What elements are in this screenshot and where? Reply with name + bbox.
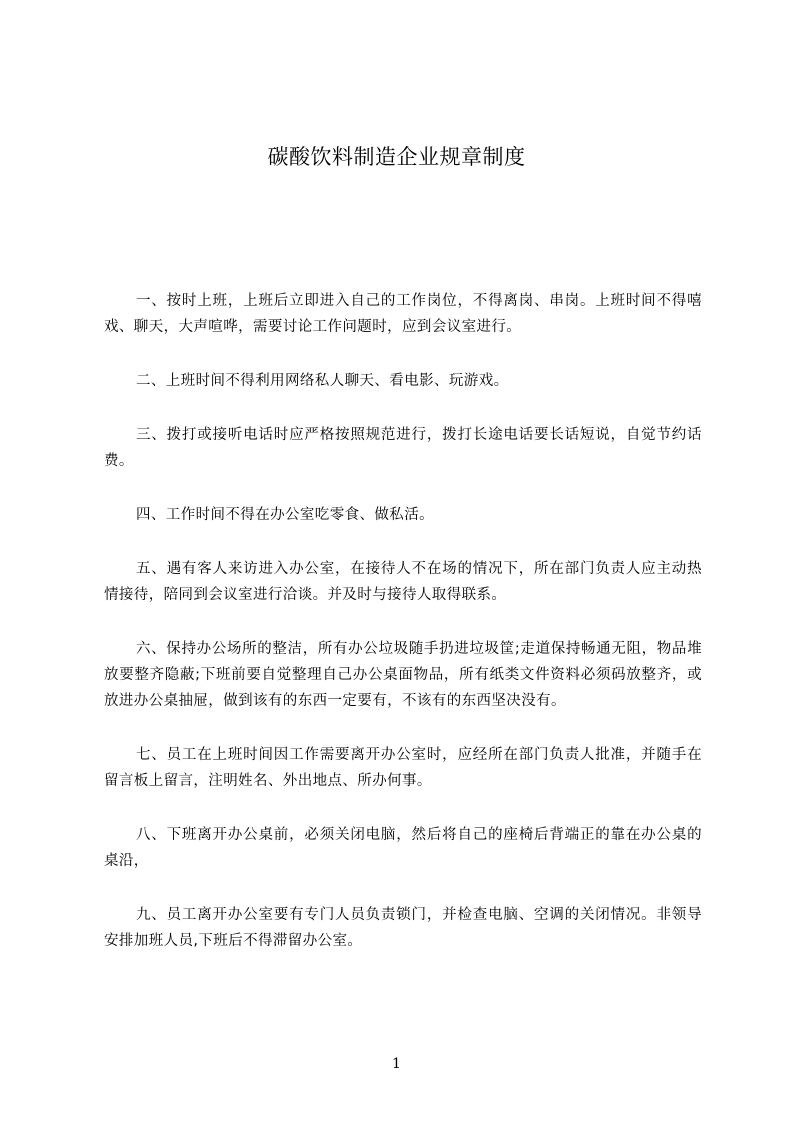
rule-paragraph-1: 一、按时上班，上班后立即进入自己的工作岗位，不得离岗、串岗。上班时间不得嘻戏、聊天，大声喧哗，需要讨论工作问题时，应到会议室进行。 (104, 293, 702, 335)
document-body (104, 288, 702, 982)
rule-paragraph-7: 七、员工在上班时间因工作需要离开办公室时，应经所在部门负责人批准，并随手在留言板上留言，注明姓名、外出地点、所办何事。 (104, 747, 702, 789)
rule-paragraph-8: 八、下班离开办公桌前，必须关闭电脑，然后将自己的座椅后背端正的靠在办公桌的桌沿， (104, 827, 702, 869)
rule-paragraph-2: 二、上班时间不得利用网络私人聊天、看电影、玩游戏。 (136, 373, 509, 389)
rule-paragraph-5: 五、遇有客人来访进入办公室，在接待人不在场的情况下，所在部门负责人应主动热情接待，陪同到会议室进行洽谈。并及时与接待人取得联系。 (104, 561, 702, 603)
page-number: 1 (392, 1056, 401, 1072)
rule-paragraph-3: 三、拨打或接听电话时应严格按照规范进行，拨打长途电话要长话短说，自觉节约话费。 (104, 427, 702, 469)
rule-paragraph-4: 四、工作时间不得在办公室吃零食、做私活。 (136, 507, 434, 523)
document-title: 碳酸饮料制造企业规章制度 (267, 145, 526, 169)
rule-paragraph-6: 六、保持办公场所的整洁，所有办公垃圾随手扔进垃圾筐;走道保持畅通无阻，物品堆放要整齐隐蔽;下班前要自觉整理自己办公桌面物品，所有纸类文件资料必须码放整齐，或放进办公桌抽屉，做到该有的东西一定要有，不该有的东西坚决没有。 (104, 641, 702, 709)
rule-paragraph-9: 九、员工离开办公室要有专门人员负责锁门，并检查电脑、空调的关闭情况。非领导安排加班人员,下班后不得滞留办公室。 (104, 907, 702, 949)
